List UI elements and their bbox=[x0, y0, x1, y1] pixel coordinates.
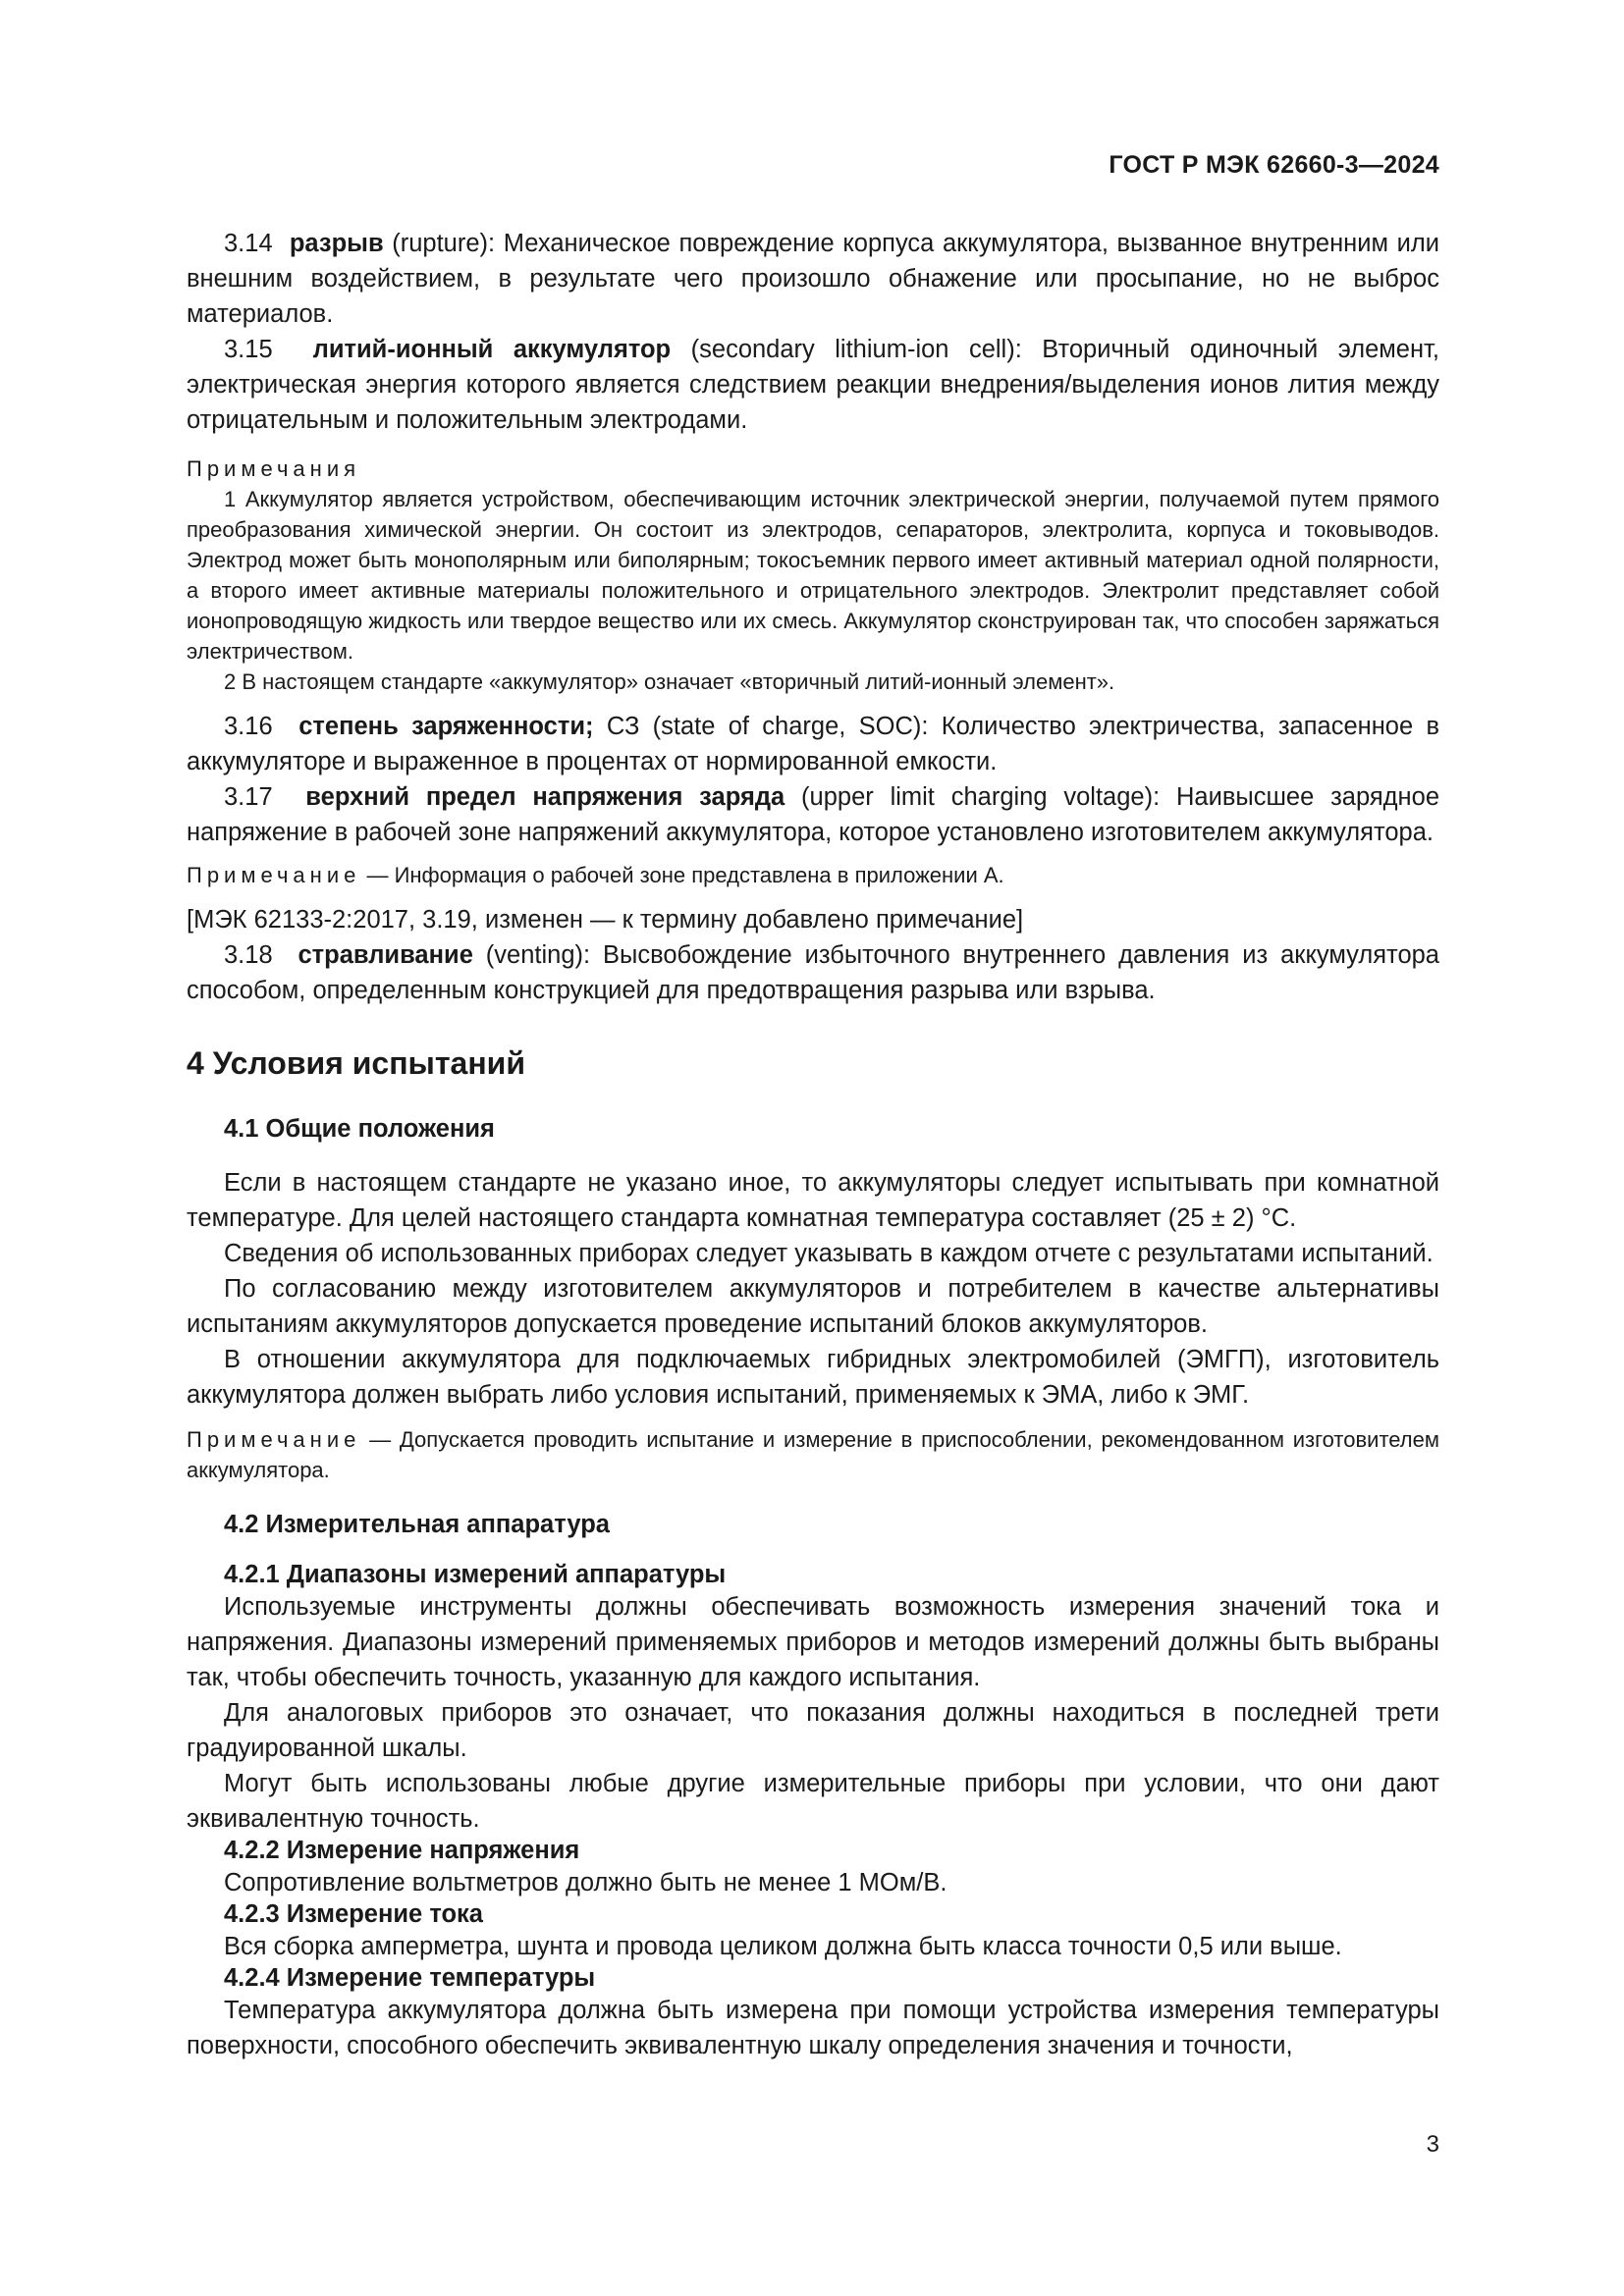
section-4-2-2-para-1: Сопротивление вольтметров должно быть не менее 1 МОм/В. bbox=[224, 1869, 947, 1896]
reference-3-17: [МЭК 62133-2:2017, 3.19, изменен — к термину добавлено примечание] bbox=[187, 906, 1024, 934]
term-3-15-para bbox=[187, 332, 1439, 438]
term-3-16-para bbox=[187, 709, 1439, 779]
section-4-2-1-para-3: Могут быть использованы любые другие измерительные приборы при условии, что они дают эквивалентную точность. bbox=[187, 1770, 1439, 1833]
notes-3-15-title: Примечания bbox=[187, 456, 361, 481]
page-number: 3 bbox=[1426, 2131, 1439, 2158]
term-3-17-en: (upper limit charging voltage) bbox=[801, 783, 1154, 811]
section-4-2-1-para-1: Используемые инструменты должны обеспечивать возможность измерения значений тока и напряжения. Диапазоны измерений применяемых приборов и методов измерений должны быть выбраны так, чтобы обеспечить точность, указанную для каждого испытания. bbox=[187, 1593, 1439, 1691]
term-3-16-abbr: СЗ bbox=[593, 713, 653, 740]
section-4-2-title: 4.2 Измерительная аппаратура bbox=[224, 1511, 610, 1538]
section-4-1-title: 4.1 Общие положения bbox=[224, 1115, 495, 1143]
section-4-title: 4 Условия испытаний bbox=[187, 1045, 525, 1081]
term-3-16-def: : Количество электричества, запасенное в аккумуляторе и выраженное в процентах от нормированной емкости. bbox=[187, 713, 1440, 775]
term-3-16-number: 3.16 bbox=[224, 713, 273, 740]
section-4-2-3-para-1: Вся сборка амперметра, шунта и провода целиком должна быть класса точности 0,5 или выше. bbox=[224, 1933, 1342, 1960]
term-3-15-en: (secondary lithium-ion cell) bbox=[690, 336, 1015, 363]
term-3-18-para bbox=[187, 937, 1439, 1008]
term-3-14-term: разрыв bbox=[289, 230, 384, 257]
term-3-18-def: : Высвобождение избыточного внутреннего давления из аккумулятора способом, определенным конструкцией для предотвращения разрыва или взрыва. bbox=[187, 941, 1439, 1004]
section-4-1-para-2: Сведения об использованных приборах следует указывать в каждом отчете с результатами испытаний. bbox=[224, 1240, 1434, 1267]
term-3-16-en: (state of charge, SOC) bbox=[652, 713, 922, 740]
notes-3-15-note-1: 1 Аккумулятор является устройством, обеспечивающим источник электрической энергии, получаемой путем прямого преобразования химической энергии. Он состоит из электродов, сепараторов, электролита, корпуса и токовыводов. Электрод может быть монополярным или биполярным; токосъемник первого имеет активный материал одной полярности, а второго имеет активные материалы положительного и отрицательного электродов. Электролит представляет собой ионопроводящую жидкость или твердое вещество или их смесь. Аккумулятор сконструирован так, что способен заряжаться электричеством. bbox=[187, 487, 1439, 664]
term-3-18-term: стравливание bbox=[298, 941, 473, 969]
note-4-1-text: — Допускается проводить испытание и измерение в приспособлении, рекомендованном изготовителем аккумулятора. bbox=[187, 1427, 1439, 1482]
term-3-18-number: 3.18 bbox=[224, 941, 273, 969]
notes-3-15-note-2: 2 В настоящем стандарте «аккумулятор» означает «вторичный литий-ионный элемент». bbox=[224, 669, 1115, 694]
section-4-1-para-1: Если в настоящем стандарте не указано иное, то аккумуляторы следует испытывать при комнатной температуре. Для целей настоящего стандарта комнатная температура составляет (25 ± 2) °С. bbox=[187, 1169, 1439, 1232]
term-3-17-para bbox=[187, 779, 1439, 850]
term-3-17-number: 3.17 bbox=[224, 783, 273, 811]
term-3-14-number: 3.14 bbox=[224, 230, 273, 257]
section-4-2-4-title: 4.2.4 Измерение температуры bbox=[224, 1964, 596, 1992]
note-4-1-label: Примечание bbox=[187, 1427, 361, 1452]
document-code-header: ГОСТ Р МЭК 62660-3—2024 bbox=[1109, 151, 1439, 179]
term-3-14-para bbox=[187, 226, 1439, 332]
note-3-17-label: Примечание bbox=[187, 863, 361, 887]
section-4-2-4-para-1: Температура аккумулятора должна быть измерена при помощи устройства измерения температуры поверхности, способного обеспечить эквивалентную шкалу определения значения и точности, bbox=[187, 1997, 1439, 2059]
terms-flow bbox=[187, 226, 1439, 2063]
term-3-14-def: : Механическое повреждение корпуса аккумулятора, вызванное внутренним или внешним воздействием, в результате чего произошло обнажение или просыпание, но не выброс материалов. bbox=[187, 230, 1439, 328]
term-3-17-def: : Наивысшее зарядное напряжение в рабочей зоне напряжений аккумулятора, которое установлено изготовителем аккумулятора. bbox=[187, 783, 1439, 846]
section-4-2-1-para-2: Для аналоговых приборов это означает, что показания должны находиться в последней трети градуированной шкалы. bbox=[187, 1699, 1439, 1762]
section-4-2-3-title: 4.2.3 Измерение тока bbox=[224, 1900, 483, 1928]
notes-3-15-title-line bbox=[187, 454, 1439, 484]
section-4-2-2-title: 4.2.2 Измерение напряжения bbox=[224, 1837, 580, 1864]
term-3-14-en: (rupture) bbox=[392, 230, 489, 257]
term-3-15-def: : Вторичный одиночный элемент, электрическая энергия которого является следствием реакции внедрения/выделения ионов лития между отрицательным и положительным электродами. bbox=[187, 336, 1439, 434]
term-3-16-term: степень заряженности; bbox=[298, 713, 594, 740]
term-3-15-number: 3.15 bbox=[224, 336, 273, 363]
note-4-1 bbox=[187, 1424, 1439, 1485]
note-3-17-text: — Информация о рабочей зоне представлена в приложении А. bbox=[360, 863, 1004, 887]
section-4-2-1-title: 4.2.1 Диапазоны измерений аппаратуры bbox=[224, 1561, 727, 1588]
term-3-17-term: верхний предел напряжения заряда bbox=[305, 783, 785, 811]
note-3-17 bbox=[187, 860, 1439, 890]
term-3-15-term: литий-ионный аккумулятор bbox=[312, 336, 672, 363]
section-4-1-para-3: По согласованию между изготовителем аккумуляторов и потребителем в качестве альтернативы испытаниям аккумуляторов допускается проведение испытаний блоков аккумуляторов. bbox=[187, 1275, 1439, 1338]
term-3-18-en: (venting) bbox=[485, 941, 584, 969]
section-4-1-para-4: В отношении аккумулятора для подключаемых гибридных электромобилей (ЭМГП), изготовитель аккумулятора должен выбрать либо условия испытаний, применяемых к ЭМА, либо к ЭМГ. bbox=[187, 1346, 1439, 1409]
